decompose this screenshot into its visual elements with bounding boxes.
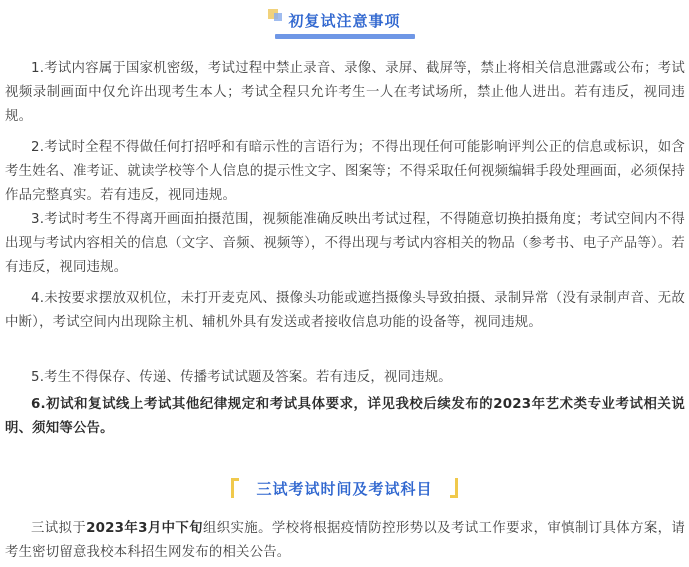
section1-heading [0, 6, 689, 44]
rule-item-4: 4.未按要求摆放双机位，未打开麦克风、摄像头功能或遮挡摄像头导致拍摄、录制异常（没有录制声音、无故中断），考试空间内出现除主机、辅机外具有发送或者接收信息功能的设备等，视同违规。 [5, 291, 685, 330]
section2-title: 三试考试时间及考试科目 [256, 480, 433, 498]
third-exam-prefix: 三试拟于 [31, 521, 87, 536]
heading-underline-bar [275, 34, 415, 39]
third-exam-date: 2023年3月中下旬 [86, 521, 203, 536]
third-exam-paragraph [5, 517, 685, 565]
section2-heading [0, 476, 689, 504]
section1-title: 初复试注意事项 [288, 12, 401, 30]
third-exam-suffix: 组织实施。学校将根据疫情防控形势以及考试工作要求，审慎制订具体方案，请考生密切留意我校本科招生网发布的相关公告。 [5, 521, 685, 560]
right-bracket-decoration [450, 478, 458, 498]
rule-item-3: 3.考试时考生不得离开画面拍摄范围，视频能准确反映出考试过程，不得随意切换拍摄角度；考试空间内不得出现与考试内容相关的信息（文字、音频、视频等），不得出现与考试内容相关的物品（参考书、电子产品等）。若有违反，视同违规。 [5, 212, 685, 275]
rule-item-6: 6.初试和复试线上考试其他纪律规定和考试具体要求，详见我校后续发布的2023年艺术类专业考试相关说明、须知等公告。 [5, 397, 685, 436]
rule-item-2: 2.考试时全程不得做任何打招呼和有暗示性的言语行为；不得出现任何可能影响评判公正的信息或标识，如含考生姓名、准考证、就读学校等个人信息的提示性文字、图案等；不得采取任何视频编辑手段处理画面，必须保持作品完整真实。若有违反，视同违规。 [5, 140, 685, 203]
rule-item-1: 1.考试内容属于国家机密级，考试过程中禁止录音、录像、录屏、截屏等，禁止将相关信息泄露或公布；考试视频录制画面中仅允许出现考生本人；考试全程只允许考生一人在考试场所，禁止他人进出。若有违反，视同违规。 [5, 61, 685, 124]
rule-item-5: 5.考生不得保存、传递、传播考试试题及答案。若有违反，视同违规。 [31, 370, 452, 385]
